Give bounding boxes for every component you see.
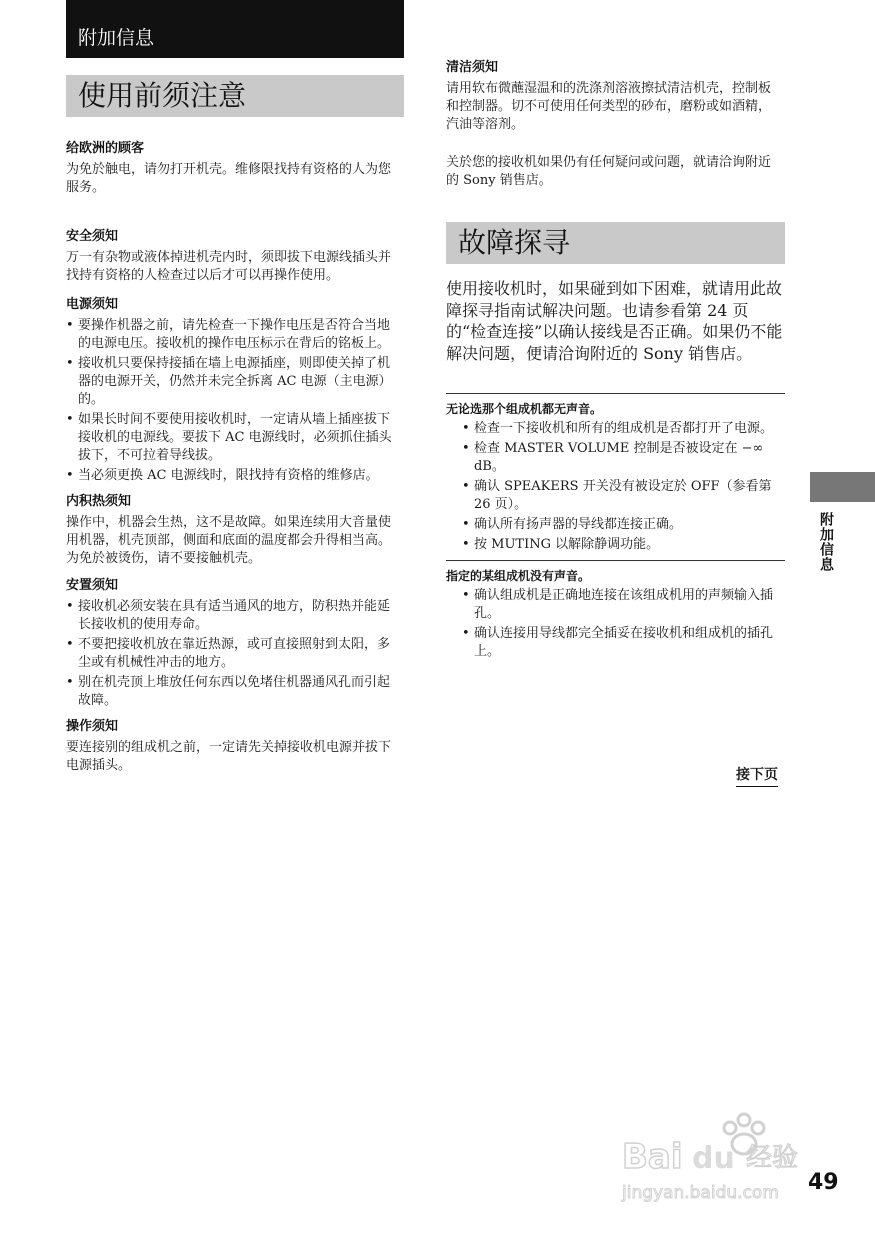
section-title: 附加信息 xyxy=(78,27,155,49)
problem-no-sound xyxy=(446,393,785,554)
list-power xyxy=(66,317,400,485)
list-item: • 接收机必须安装在具有适当通风的地方，防积热并能延长接收机的使用寿命。 xyxy=(66,598,400,634)
list-item: • 检查一下接收机和所有的组成机是否都打开了电源。 xyxy=(462,420,785,438)
problem-title: 指定的某组成机没有声音。 xyxy=(446,569,591,583)
troubleshooting-lead: 使用接收机时，如果碰到如下困难，就请用此故障探寻指南试解决问题。也请参看第 24 页的“检查连接”以确认接线是否正确。如果仍不能解决问题，便请洽询附近的 Sony 销售店。 xyxy=(446,279,783,363)
list-item: • 不要把接收机放在靠近热源，或可直接照射到太阳，多尘或有机械性冲击的地方。 xyxy=(66,636,400,672)
heading-europe: 给欧洲的顾客 xyxy=(66,141,145,156)
list-item: • 要操作机器之前，请先检查一下操作电压是否符合当地的电源电压。接收机的操作电压标示在背后的铭板上。 xyxy=(66,317,400,353)
section-tab xyxy=(66,0,404,58)
list-item: • 当必须更换 AC 电源线时，限找持有资格的维修店。 xyxy=(66,467,400,485)
block-europe xyxy=(66,140,400,197)
troubleshooting-section xyxy=(446,278,785,663)
heading-heat: 内积热须知 xyxy=(66,494,132,509)
text-safety: 万一有杂物或液体掉进机壳内时，须即拔下电源线插头并找持有资格的人检查过以后才可以再操作使用。 xyxy=(66,250,392,283)
side-tab-marker xyxy=(810,472,875,502)
heading-power: 电源须知 xyxy=(66,297,119,312)
troubleshooting-title: 故障探寻 xyxy=(458,226,571,259)
problem-title: 无论选那个组成机都无声音。 xyxy=(446,402,603,416)
side-tab-label: 附加信息 xyxy=(818,512,834,572)
text-cleaning: 请用软布微蘸湿温和的洗涤剂溶液擦拭清洁机壳，控制板和控制器。切不可使用任何类型的砂布，磨粉或如酒精，汽油等溶剂。 xyxy=(446,81,772,132)
precautions-banner xyxy=(66,75,404,117)
precautions-title: 使用前须注意 xyxy=(78,79,247,112)
svg-text:Bai: Bai xyxy=(622,1137,683,1177)
svg-text:jingyan.baidu.com: jingyan.baidu.com xyxy=(622,1183,779,1203)
page-number: 49 xyxy=(808,1170,839,1195)
heading-safety: 安全须知 xyxy=(66,229,119,244)
list-item: • 按 MUTING 以解除静调功能。 xyxy=(462,536,785,554)
heading-operation: 操作须知 xyxy=(66,719,119,734)
text-heat: 操作中，机器会生热，这不是故障。如果连续用大音量使用机器，机壳顶部，侧面和底面的温度都会升得相当高。为免於被烫伤，请不要接触机壳。 xyxy=(66,515,392,566)
block-heat xyxy=(66,493,400,568)
solution-list xyxy=(462,587,785,661)
text-europe: 为免於触电，请勿打开机壳。维修限找持有资格的人为您服务。 xyxy=(66,162,392,195)
list-placement xyxy=(66,598,400,710)
list-item: • 检查 MASTER VOLUME 控制是否被设定在 −∞ dB。 xyxy=(462,440,785,476)
block-safety xyxy=(66,228,400,285)
baidu-jingyan-watermark xyxy=(620,1100,810,1210)
list-item: • 别在机壳顶上堆放任何东西以免堵住机器通风孔而引起故障。 xyxy=(66,674,400,710)
svg-text:du: du xyxy=(692,1141,735,1176)
continued-next-page: 接下页 xyxy=(736,765,778,787)
text-operation: 要连接别的组成机之前，一定请先关掉接收机电源并拔下电源插头。 xyxy=(66,740,392,773)
svg-text:经验: 经验 xyxy=(746,1143,799,1173)
list-item: • 确认组成机是正确地连接在该组成机用的声频输入插孔。 xyxy=(462,587,785,623)
troubleshooting-banner xyxy=(446,222,785,264)
block-operation xyxy=(66,718,400,775)
block-power xyxy=(66,296,400,485)
heading-cleaning: 清洁须知 xyxy=(446,60,499,75)
block-placement xyxy=(66,577,400,710)
list-item: • 确认 SPEAKERS 开关没有被设定於 OFF（参看第 26 页）。 xyxy=(462,478,785,514)
list-item: • 确认所有扬声器的导线都连接正确。 xyxy=(462,516,785,534)
list-item: • 确认连接用导线都完全插妥在接收机和组成机的插孔上。 xyxy=(462,625,785,661)
left-column xyxy=(66,140,400,775)
list-item: • 如果长时间不要使用接收机时，一定请从墙上插座拔下接收机的电源线。要拔下 AC 电源线时，必须抓住插头拔下，不可拉着导线拔。 xyxy=(66,411,400,465)
text-sony-note: 关於您的接收机如果仍有任何疑问或问题，就请洽询附近的 Sony 销售店。 xyxy=(446,155,772,188)
heading-placement: 安置须知 xyxy=(66,578,119,593)
solution-list xyxy=(462,420,785,554)
problem-one-component xyxy=(446,560,785,661)
list-item: • 接收机只要保持接插在墙上电源插座，则即使关掉了机器的电源开关，仍然并未完全拆离 AC 电源（主电源）的。 xyxy=(66,355,400,409)
cleaning-section xyxy=(446,59,780,190)
